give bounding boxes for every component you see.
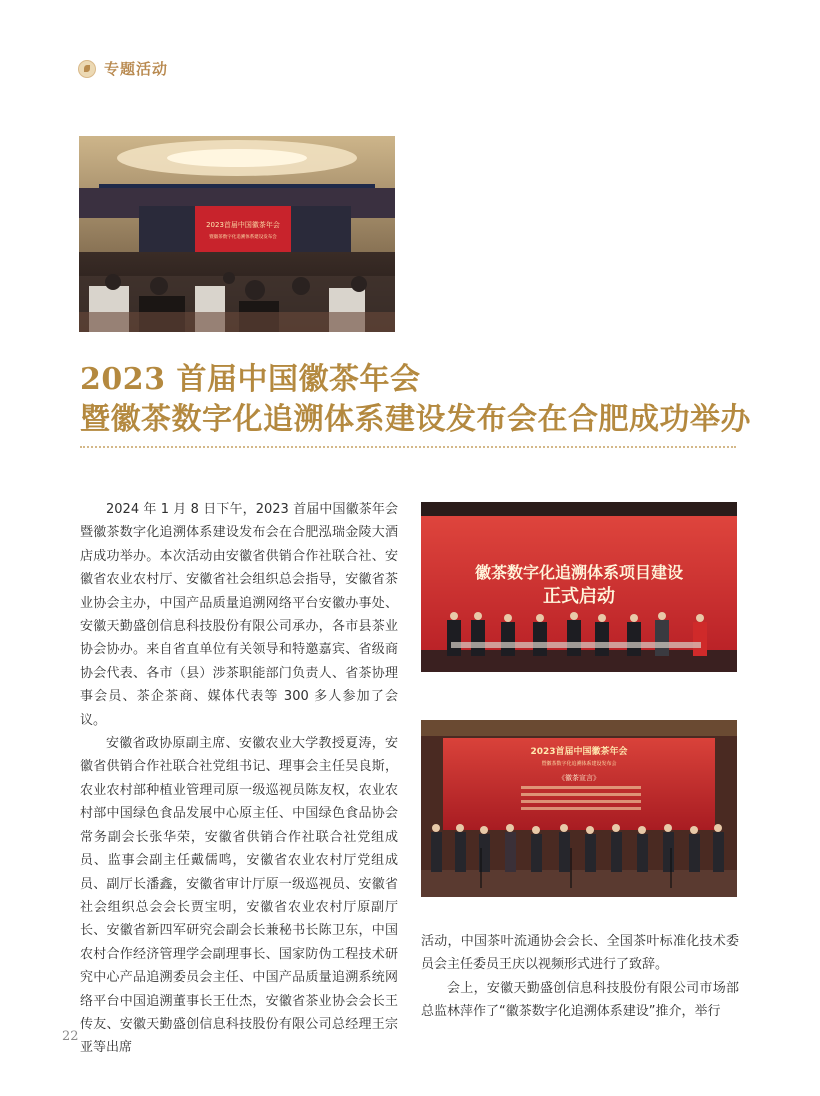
title-divider bbox=[80, 446, 736, 448]
page-number: 22 bbox=[62, 1029, 79, 1044]
declaration-banner-main: 2023首届中国徽茶年会 bbox=[530, 747, 628, 757]
declaration-photo bbox=[421, 720, 737, 897]
project-launch-photo bbox=[421, 502, 737, 672]
article-right-column bbox=[421, 930, 739, 1024]
section-title: 专题活动 bbox=[104, 60, 169, 78]
article-left-column bbox=[80, 498, 398, 1060]
article-paragraph: 活动，中国茶叶流通协会会长、全国茶叶标准化技术委员会主任委员王庆以视频形式进行了致辞。 bbox=[421, 934, 739, 973]
headline-line-1: 2023 首届中国徽茶年会 bbox=[80, 362, 421, 397]
section-header bbox=[78, 58, 168, 79]
hall-banner-sub: 暨徽茶数字化追溯体系建设发布会 bbox=[209, 235, 277, 240]
conference-hall-photo bbox=[79, 136, 395, 332]
article-paragraph: 2024 年 1 月 8 日下午，2023 首届中国徽茶年会暨徽茶数字化追溯体系建设发布会在合肥泓瑞金陵大酒店成功举办。本次活动由安徽省供销合作社联合社、安徽省农业农村厅、安徽省社会组织总会指导，安徽省茶业协会主办，中国产品质量追溯网络平台安徽办事处、安徽天勤盛创信息科技股份有限公司承办，各市县茶业协会协办。来自省直单位有关领导和特邀嘉宾、省级商协会代表、各市（县）涉茶职能部门负责人、省茶协理事会员、茶企茶商、媒体代表等 300 多人参加了会议。 bbox=[80, 502, 398, 728]
declaration-banner-sub: 暨徽茶数字化追溯体系建设发布会 bbox=[541, 761, 617, 767]
headline-line-2: 暨徽茶数字化追溯体系建设发布会在合肥成功举办 bbox=[80, 402, 751, 437]
launch-banner-line2: 正式启动 bbox=[543, 586, 615, 607]
declaration-banner-title: 《徽茶宣言》 bbox=[558, 774, 600, 782]
article-paragraph: 安徽省政协原副主席、安徽农业大学教授夏涛，安徽省供销合作社联合社党组书记、理事会主任吴良斯，农业农村部种植业管理司原一级巡视员陈友权，农业农村部中国绿色食品发展中心原主任、中国绿色食品协会常务副会长张华荣，安徽省供销合作社联合社党组成员、监事会副主任戴儒鸣，安徽省农业农村厅党组成员、副厅长潘鑫，安徽省审计厅原一级巡视员、安徽省社会组织总会会长贾宝明，安徽省农业农村厅原副厅长、安徽省新四军研究会副会长兼秘书长陈卫东，中国农村合作经济管理学会副理事长、国家防伪工程技术研究中心产品追溯委员会主任、中国产品质量追溯系统网络平台中国追溯董事长王仕杰，安徽省茶业协会会长王传友、安徽天勤盛创信息科技股份有限公司总经理王宗亚等出席 bbox=[80, 736, 398, 1056]
launch-banner-line1: 徽茶数字化追溯体系项目建设 bbox=[474, 563, 684, 582]
leaf-badge-icon bbox=[78, 60, 96, 78]
hall-banner-main: 2023首届中国徽茶年会 bbox=[206, 221, 280, 229]
article-paragraph: 会上，安徽天勤盛创信息科技股份有限公司市场部总监林萍作了“徽茶数字化追溯体系建设”推介，举行 bbox=[421, 980, 739, 1020]
